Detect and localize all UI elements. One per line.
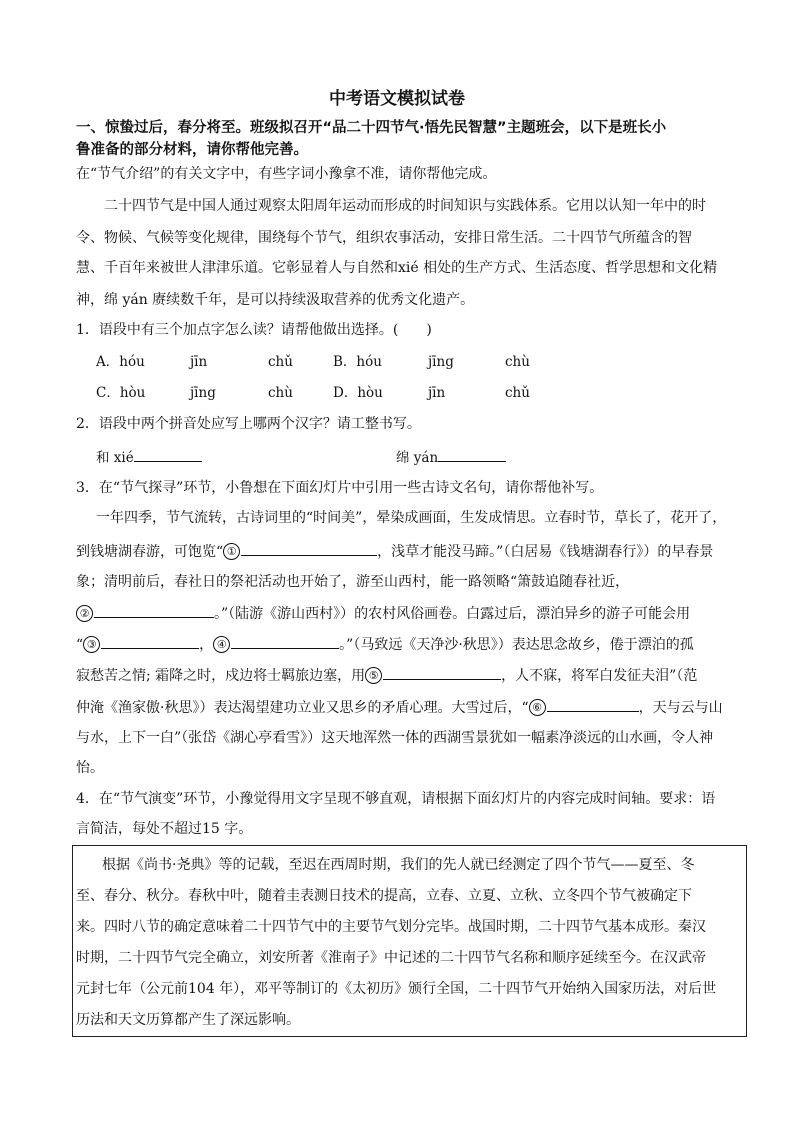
q3-line-6-text-b: ，人不寐，将军白发征夫泪”（范 (501, 668, 698, 684)
box-line-3: 来。四时八节的确定意味着二十四节气中的主要节气划分完毕。战国时期，二十四节气基本成形。秦汉 (76, 919, 706, 935)
passage-line-4: 神，绵 yán 赓续数千年，是可以持续汲取营养的优秀文化遗产。 (76, 292, 475, 308)
q2-blank1-label: 和 xié (96, 450, 134, 466)
q1-option-a-2: jīn (190, 354, 208, 370)
q3-line-7-text-b: ，天与云与山 (638, 700, 723, 716)
q3-line-6-text-a: 寂愁苦之情; 霜降之时，戍边将士羁旅边塞，用 (76, 668, 366, 684)
q3-line-4 (76, 602, 756, 624)
q4-stem-line-1: 4．在“节气演变”环节，小豫觉得用文字呈现不够直观，请根据下面幻灯片的内容完成时间轴。要求：语 (76, 791, 716, 807)
q3-blank-3[interactable] (101, 633, 199, 649)
q3-line-2 (76, 540, 756, 562)
q2-blank2[interactable] (438, 446, 506, 462)
passage-line-1: 二十四节气是中国人通过观察太阳周年运动而形成的时间知识与实践体系。它用以认知一年中的时 (104, 198, 706, 214)
passage-line-2: 令、物候、气候等变化规律，围绕每个节气，组织农事活动，安排日常生活。二十四节气所蕴含的智 (76, 230, 692, 246)
box-line-5: 元封七年（公元前104 年），邓平等制订的《太初历》颁行全国，二十四节气开始纳入国家历法，对后世 (76, 981, 717, 997)
q3-line-2-text-b: ，浅草才能没马蹄。”（白居易《钱塘湖春行》）的早春景 (377, 544, 714, 560)
q1-option-d[interactable]: D．hòu (333, 385, 383, 401)
section1-heading-line2: 鲁准备的部分材料，请你帮他完善。 (76, 142, 308, 158)
q1-stem: 1．语段中有三个加点字怎么读？请帮他做出选择。( ) (76, 322, 432, 338)
q3-line-5-comma: ， (199, 637, 214, 653)
q3-line-3: 象；清明前后，春社日的祭祀活动也开始了，游至山西村，能一路领略“箫鼓追随春社近， (76, 574, 630, 590)
q2-answer-2 (396, 446, 506, 468)
q3-blank-1[interactable] (241, 540, 377, 556)
blank-number-5: ⑤ (365, 667, 382, 684)
q2-blank1[interactable] (134, 446, 202, 462)
q2-answer-1 (96, 446, 202, 468)
q3-blank-2[interactable] (94, 602, 214, 618)
q3-line-4-text: 。”（陆游《游山西村》）的农村风俗画卷。白露过后，漂泊异乡的游子可能会用 (214, 606, 691, 622)
q1-option-b-2: jīng (428, 354, 454, 370)
q1-option-c-2: jīng (190, 385, 216, 401)
q3-line-7 (76, 696, 756, 718)
q3-line-5-quote: “ (76, 637, 84, 653)
q1-option-a[interactable]: A．hóu (96, 354, 145, 370)
q1-option-d-2: jīn (428, 385, 446, 401)
box-line-2: 至、春分、秋分。春秋中叶，随着圭表测日技术的提高，立春、立夏、立秋、立冬四个节气被确定下 (76, 888, 692, 904)
q2-blank2-label: 绵 yán (396, 450, 439, 466)
page-title: 中考语文模拟试卷 (329, 89, 465, 109)
q3-line-8: 与水，上下一白”（张岱《湖心亭看雪》）这天地浑然一体的西湖雪景犹如一幅素净淡远的山水画，令人神 (76, 730, 714, 746)
q3-blank-6[interactable] (547, 696, 639, 712)
q3-line-9: 怡。 (76, 760, 104, 776)
q1-option-c[interactable]: C．hòu (96, 385, 146, 401)
blank-number-6: ⑥ (529, 699, 546, 716)
blank-number-1: ① (223, 543, 240, 560)
q4-stem-line-2: 言简洁，每处不超过15 字。 (76, 821, 253, 837)
q1-option-b-3: chù (505, 354, 530, 370)
box-line-1: 根据《尚书·尧典》等的记载，至迟在西周时期，我们的先人就已经测定了四个节气——夏至、冬 (102, 857, 695, 873)
blank-number-2: ② (76, 605, 93, 622)
q3-stem: 3．在“节气探寻”环节，小鲁想在下面幻灯片中引用一些古诗文名句，请你帮他补写。 (76, 480, 604, 496)
q3-blank-5[interactable] (383, 664, 501, 680)
q3-line-2-text-a: 到钱塘湖春游，可饱览“ (76, 544, 224, 560)
section1-heading-line1: 一、惊蛰过后，春分将至。班级拟召开“品二十四节气·悟先民智慧”主题班会，以下是班长小 (76, 120, 667, 136)
q2-stem: 2．语段中两个拼音处应写上哪两个汉字？请工整书写。 (76, 416, 421, 432)
q1-option-d-3: chǔ (505, 385, 530, 401)
q3-line-1: 一年四季，节气流转，古诗词里的“时间美”，晕染成画面，生发成情思。立春时节，草长了，花开了， (96, 510, 727, 526)
blank-number-3: ③ (83, 636, 100, 653)
q3-line-7-text-a: 仲淹《渔家傲·秋思》）表达渴望建功立业又思乡的矛盾心理。大雪过后，“ (76, 700, 529, 716)
box-line-4: 时期，二十四节气完全确立，刘安所著《淮南子》中记述的二十四节气名称和顺序延续至今。在汉武帝 (76, 950, 706, 966)
box-line-6: 历法和天文历算都产生了深远影响。 (76, 1012, 300, 1028)
blank-number-4: ④ (213, 636, 230, 653)
q3-blank-4[interactable] (231, 633, 339, 649)
section1-intro: 在“节气介绍”的有关文字中，有些字词小豫拿不准，请你帮他完成。 (76, 166, 497, 182)
q1-option-a-3: chǔ (268, 354, 293, 370)
q3-line-5 (76, 633, 756, 655)
q3-line-6 (76, 664, 756, 686)
q1-option-c-3: chù (268, 385, 293, 401)
passage-line-3: 慧、千百年来被世人津津乐道。它彰显着人与自然和xié 相处的生产方式、生活态度、哲学思想和文化精 (76, 260, 718, 276)
q1-option-b[interactable]: B．hóu (333, 354, 382, 370)
q3-line-5-text: 。”（马致远《天净沙·秋思》）表达思念故乡，倦于漂泊的孤 (339, 637, 694, 653)
